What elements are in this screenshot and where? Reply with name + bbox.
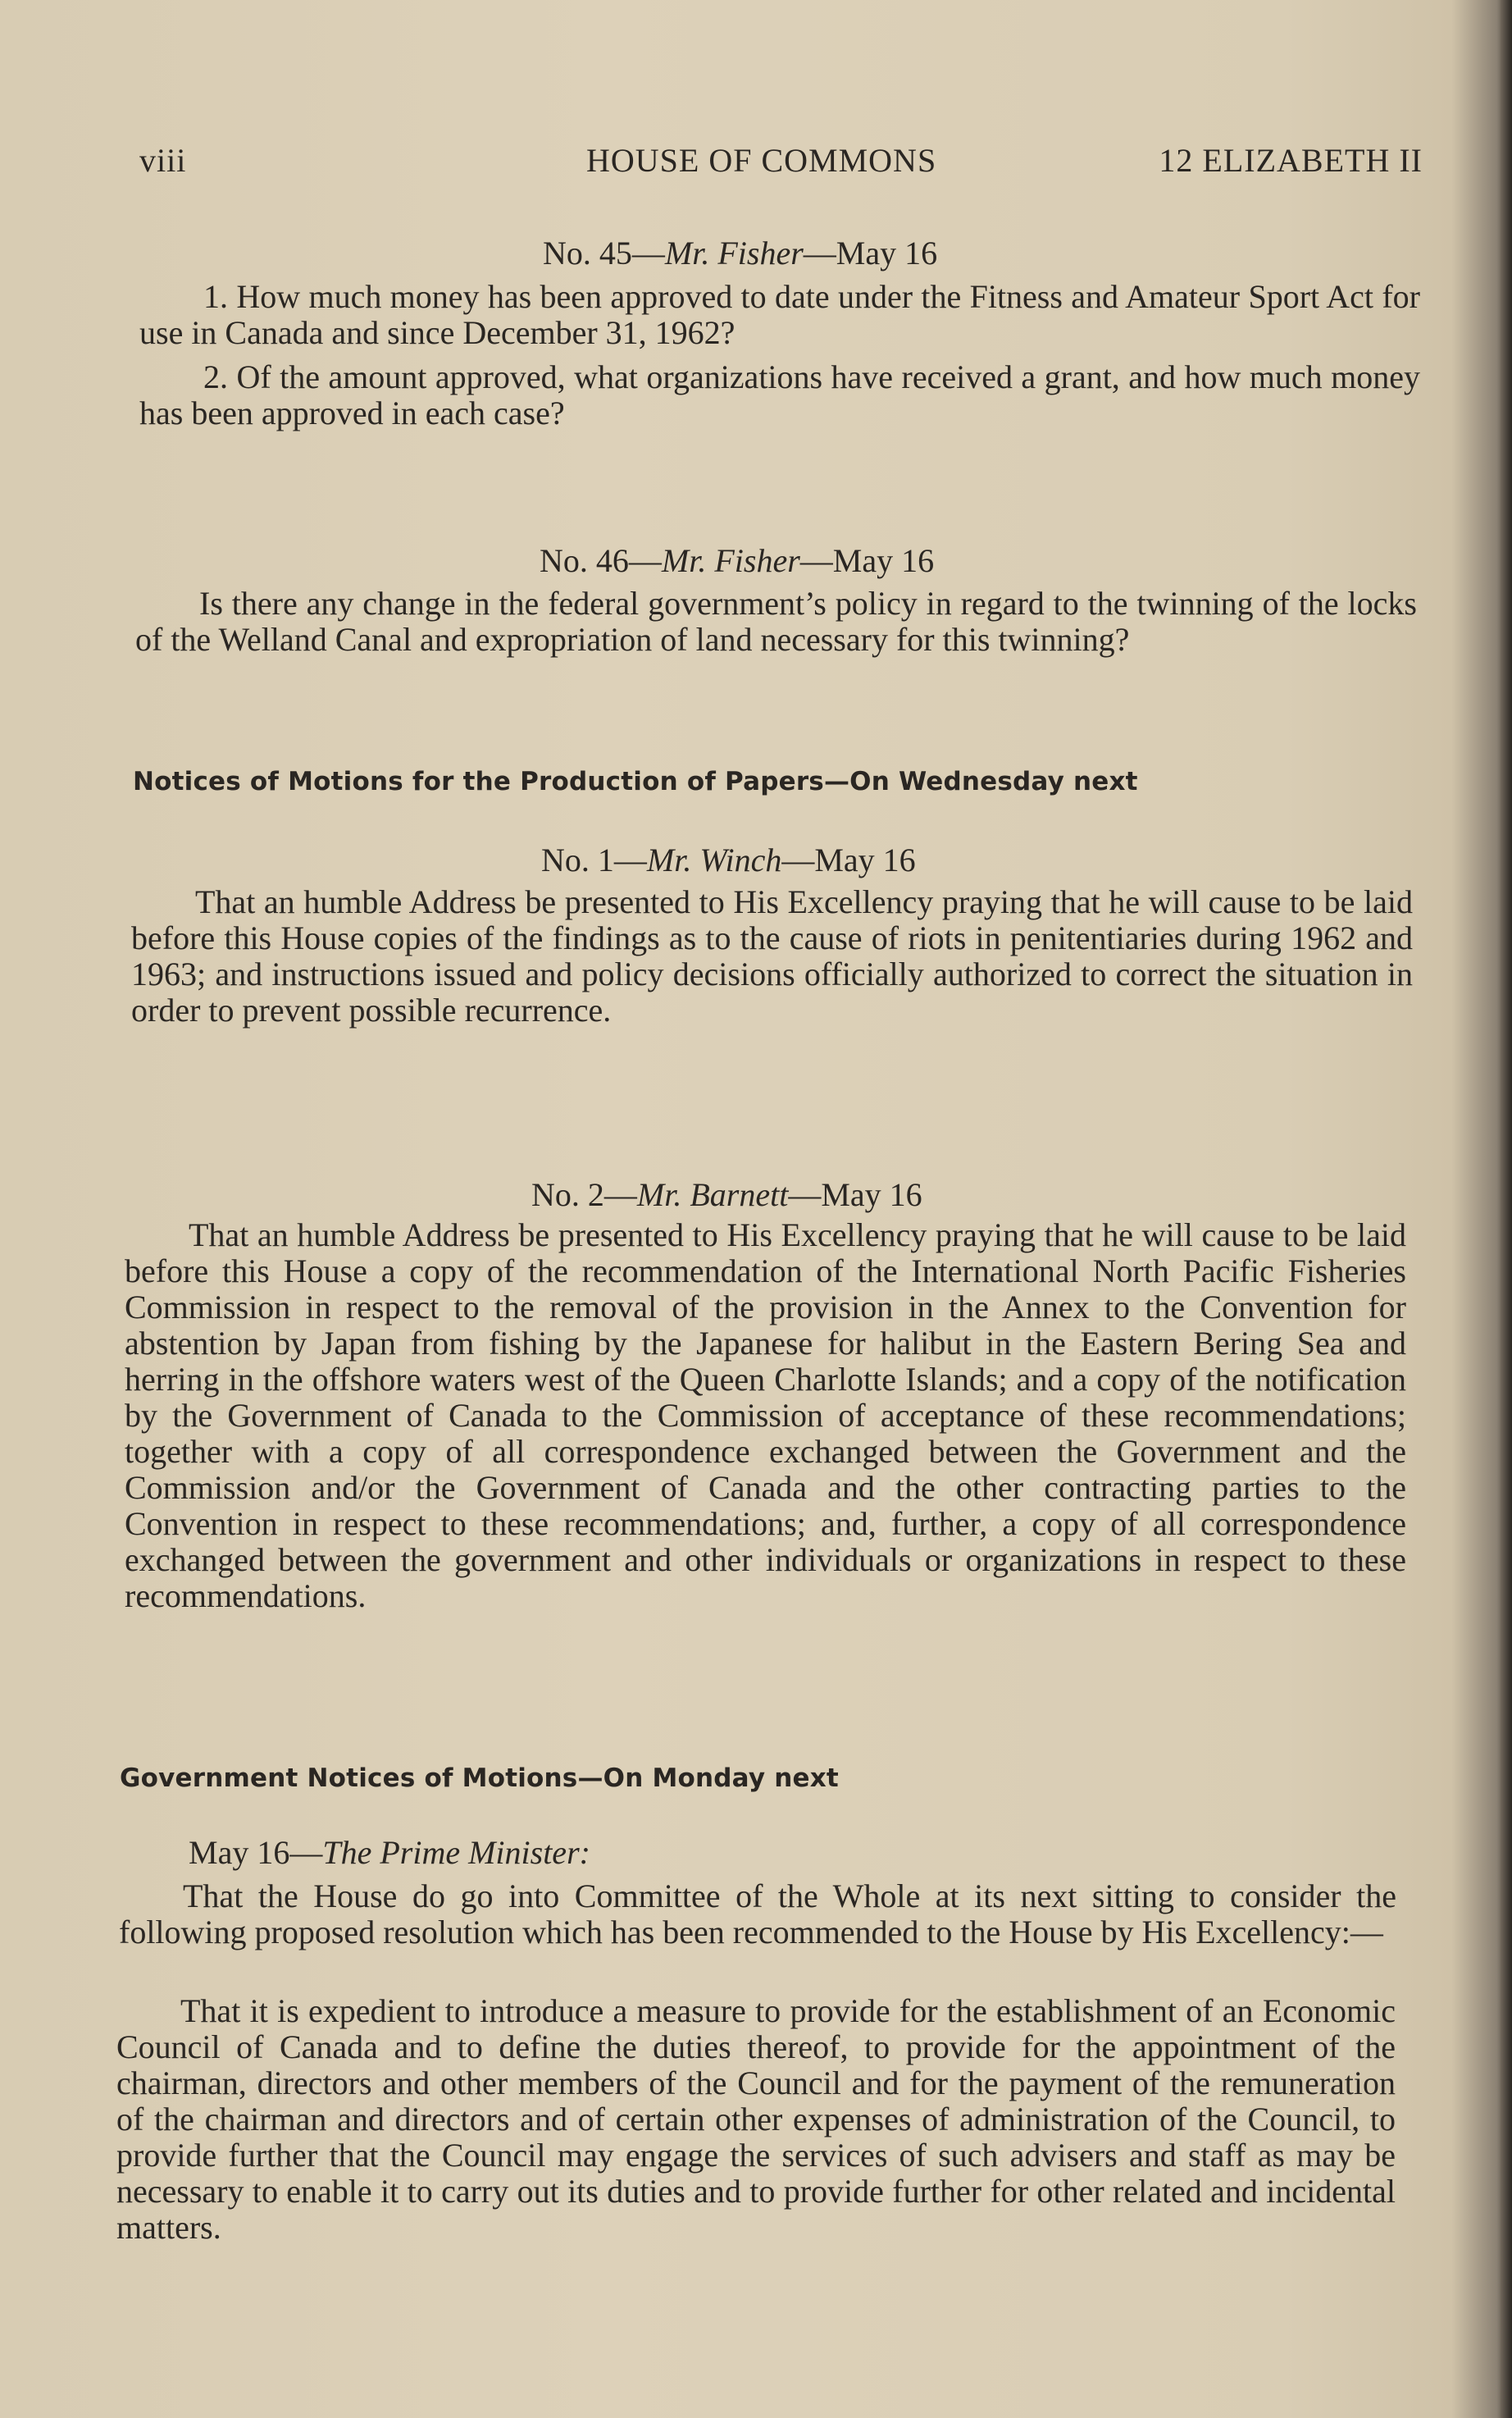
question-heading xyxy=(543,234,937,272)
notice-mover: The Prime Minister: xyxy=(322,1834,590,1871)
question-paragraph: Is there any change in the federal government’s policy in regard to the twinning of the locks of the Welland Canal and expropriation of land necessary for this twinning? xyxy=(135,585,1417,658)
motion-member: Mr. Barnett xyxy=(636,1176,789,1213)
question-number: No. 45— xyxy=(543,235,665,271)
section-heading-government: Government Notices of Motions—On Monday next xyxy=(120,1763,839,1793)
question-date: —May 16 xyxy=(803,235,938,271)
motion-date: —May 16 xyxy=(781,842,916,878)
motion-heading xyxy=(541,841,916,879)
notice-paragraph: That the House do go into Committee of the Whole at its next sitting to consider the following proposed resolution which has been recommended to the House by His Excellency:— xyxy=(119,1877,1396,1950)
motion-date: —May 16 xyxy=(788,1176,922,1213)
running-head-session: 12 ELIZABETH II xyxy=(1159,142,1423,179)
running-head-title: HOUSE OF COMMONS xyxy=(586,142,937,179)
notice-heading xyxy=(189,1833,590,1872)
question-paragraph: 2. Of the amount approved, what organizations have received a grant, and how much money has been approved in each case? xyxy=(139,358,1420,431)
motion-paragraph: That an humble Address be presented to His Excellency praying that he will cause to be laid before this House copies of the findings as to the cause of riots in penitentiaries during 1962 and 1963; and instructions issued and policy decisions officially authorized to correct the situation in order to prevent possible recurrence. xyxy=(131,883,1413,1029)
motion-member: Mr. Winch xyxy=(646,842,782,878)
question-member: Mr. Fisher xyxy=(661,542,800,579)
running-head xyxy=(139,141,1423,190)
question-heading xyxy=(540,541,934,580)
notice-date: May 16— xyxy=(189,1834,323,1871)
motion-number: No. 2— xyxy=(531,1176,637,1213)
question-number: No. 46— xyxy=(540,542,662,579)
section-heading-papers: Notices of Motions for the Production of Papers—On Wednesday next xyxy=(133,767,1138,796)
motion-heading xyxy=(531,1175,922,1214)
page-binding-edge xyxy=(1501,0,1512,2418)
question-paragraph: 1. How much money has been approved to date under the Fitness and Amateur Sport Act for use in Canada and since December 31, 1962? xyxy=(139,278,1420,351)
motion-paragraph: That an humble Address be presented to His Excellency praying that he will cause to be laid before this House a copy of the recommendation of the International North Pacific Fisheries Commission in respect to the removal of the provision in the Annex to the Convention for abstention by Japan from fishing by the Japanese for halibut in the Eastern Bering Sea and herring in the offshore waters west of the Queen Charlotte Islands; and a copy of the notification by the Government of Canada to the Commission of acceptance of these recommendations; together with a copy of all correspondence exchanged between the Government and the Commission and/or the Government of Canada and the other contracting parties to the Convention in respect to these recommendations; and, further, a copy of all correspondence exchanged between the government and other individuals or organizations in respect to these recommendations. xyxy=(125,1216,1406,1614)
page-number: viii xyxy=(139,142,187,179)
motion-number: No. 1— xyxy=(541,842,647,878)
question-date: —May 16 xyxy=(799,542,935,579)
question-member: Mr. Fisher xyxy=(664,235,804,271)
notice-paragraph: That it is expedient to introduce a measure to provide for the establishment of an Economic Council of Canada and to define the duties thereof, to provide for the appointment of the chairman, directors and other members of the Council and for the payment of the remuneration of the chairman and directors and of certain other expenses of administration of the Council, to provide further that the Council may engage the services of such advisers and staff as may be necessary to enable it to carry out its duties and to provide further for other related and incidental matters. xyxy=(116,1992,1396,2246)
